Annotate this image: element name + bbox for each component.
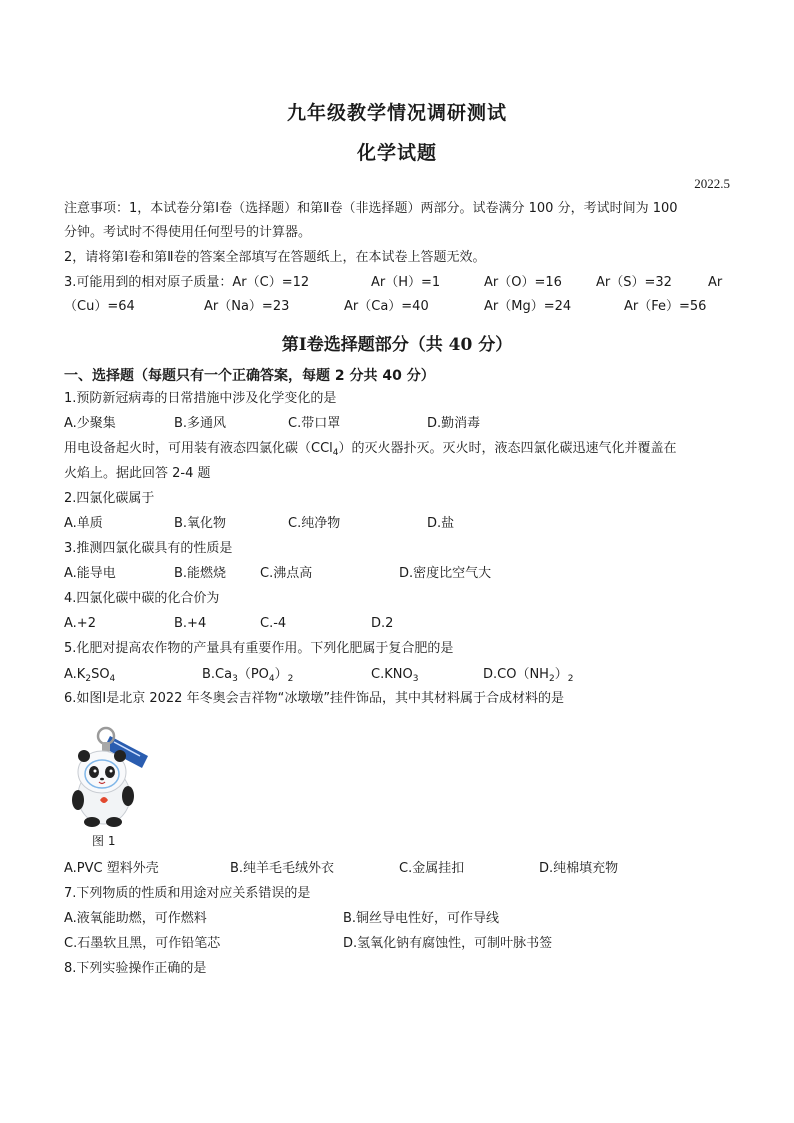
q2-option-c: C.纯净物 (288, 516, 341, 531)
atomic-mass-c: 3.可能用到的相对原子质量：Ar（C）=12 (64, 275, 310, 290)
q2-stem: 2.四氯化碳属于 (64, 491, 155, 506)
atomic-mass-o: Ar（O）=16 (484, 275, 562, 290)
mascot-right-ear (114, 750, 126, 762)
notes-line-2: 分钟。考试时不得使用任何型号的计算器。 (64, 225, 312, 240)
mascot-keychain-image (62, 716, 158, 828)
q4-option-b: B.+4 (174, 616, 207, 631)
q3-option-d: D.密度比空气大 (399, 566, 492, 581)
keychain-clasp (102, 742, 110, 752)
q6-option-d: D.纯棉填充物 (539, 861, 619, 876)
mascot-left-ear (78, 750, 90, 762)
q2-option-d: D.盐 (427, 516, 455, 531)
q1-option-a: A.少聚集 (64, 416, 116, 431)
notes-line-3: 2，请将第Ⅰ卷和第Ⅱ卷的答案全部填写在答题纸上，在本试卷上答题无效。 (64, 250, 486, 265)
q1-option-b: B.多通风 (174, 416, 227, 431)
atomic-mass-fe: Ar（Fe）=56 (624, 299, 707, 314)
mascot-right-foot (106, 817, 122, 827)
exam-subject: 化学试题 (356, 142, 437, 164)
q6-stem: 6.如图Ⅰ是北京 2022 年冬奥会吉祥物“冰墩墩”挂件饰品，其中其材料属于合成材料的是 (64, 691, 565, 706)
mascot-left-foot (84, 817, 100, 827)
q4-option-a: A.+2 (64, 616, 96, 631)
q1-stem: 1.预防新冠病毒的日常措施中涉及化学变化的是 (64, 391, 337, 406)
section-title: 第Ⅰ卷选择题部分（共 40 分） (281, 335, 513, 355)
q3-option-a: A.能导电 (64, 566, 116, 581)
q3-option-b: B.能燃烧 (174, 566, 227, 581)
q2-option-a: A.单质 (64, 516, 103, 531)
q2-option-b: B.氧化物 (174, 516, 227, 531)
q7-option-d: D.氢氧化钠有腐蚀性，可制叶脉书签 (343, 936, 553, 951)
figure-caption: 图 1 (92, 834, 116, 848)
keychain-ring (98, 728, 114, 744)
section-subtitle: 一、选择题（每题只有一个正确答案，每题 2 分共 40 分） (64, 368, 435, 384)
q5-option-c: $C.KNO_3$ (371, 667, 419, 684)
atomic-mass-mg: Ar（Mg）=24 (484, 299, 572, 314)
q7-option-c: C.石墨软且黑，可作铅笔芯 (64, 936, 221, 951)
q5-option-a: $A.K_2SO_4$ (64, 667, 116, 684)
q4-option-c: C.-4 (260, 616, 287, 631)
q3-option-c: C.沸点高 (260, 566, 313, 581)
mascot-right-arm (122, 786, 134, 806)
q5-stem: 5.化肥对提高农作物的产量具有重要作用。下列化肥属于复合肥的是 (64, 641, 454, 656)
atomic-mass-ca: Ar（Ca）=40 (344, 299, 429, 314)
q8-stem: 8.下列实验操作正确的是 (64, 961, 207, 976)
atomic-mass-cu: （Cu）=64 (64, 299, 135, 314)
notes-line-1: 注意事项：1，本试卷分第Ⅰ卷（选择题）和第Ⅱ卷（非选择题）两部分。试卷满分 100 分，考试时间为 100 (64, 201, 678, 216)
q6-option-a: A.PVC 塑料外壳 (64, 861, 159, 876)
passage-line-1-a: 用电设备起火时，可用装有液态四氯化碳（CCl (64, 441, 333, 456)
atomic-mass-na: Ar（Na）=23 (204, 299, 290, 314)
exam-title: 九年级教学情况调研测试 (286, 102, 507, 124)
atomic-mass-ar: Ar (708, 275, 723, 290)
q3-stem: 3.推测四氯化碳具有的性质是 (64, 541, 233, 556)
q5-option-d: $D.CO(NH_2)_2$ (483, 667, 574, 684)
mascot-nose (100, 778, 104, 781)
passage-line-1 (64, 440, 677, 462)
atomic-mass-h: Ar（H）=1 (371, 275, 441, 290)
exam-date: 2022.5 (694, 176, 730, 191)
q1-option-c: C.带口罩 (288, 416, 341, 431)
q7-stem: 7.下列物质的性质和用途对应关系错误的是 (64, 886, 311, 901)
q6-option-b: B.纯羊毛毛绒外衣 (230, 861, 335, 876)
q1-option-d: D.勤消毒 (427, 416, 481, 431)
passage-line-1-b: ）的灭火器扑灭。灭火时，液态四氯化碳迅速气化并覆盖在 (338, 441, 677, 456)
passage-line-2: 火焰上。据此回答 2-4 题 (64, 466, 211, 481)
atomic-mass-s: Ar（S）=32 (596, 275, 672, 290)
q7-option-a: A.液氧能助燃，可作燃料 (64, 911, 207, 926)
q5-option-b: $B.Ca_3(PO_4)_2$ (202, 667, 294, 684)
q6-option-c: C.金属挂扣 (399, 861, 465, 876)
q4-option-d: D.2 (371, 616, 394, 631)
passage-line-1-sub: 4 (332, 448, 339, 458)
mascot-left-arm (72, 790, 84, 810)
q4-stem: 4.四氯化碳中碳的化合价为 (64, 591, 220, 606)
q7-option-b: B.铜丝导电性好，可作导线 (343, 911, 500, 926)
